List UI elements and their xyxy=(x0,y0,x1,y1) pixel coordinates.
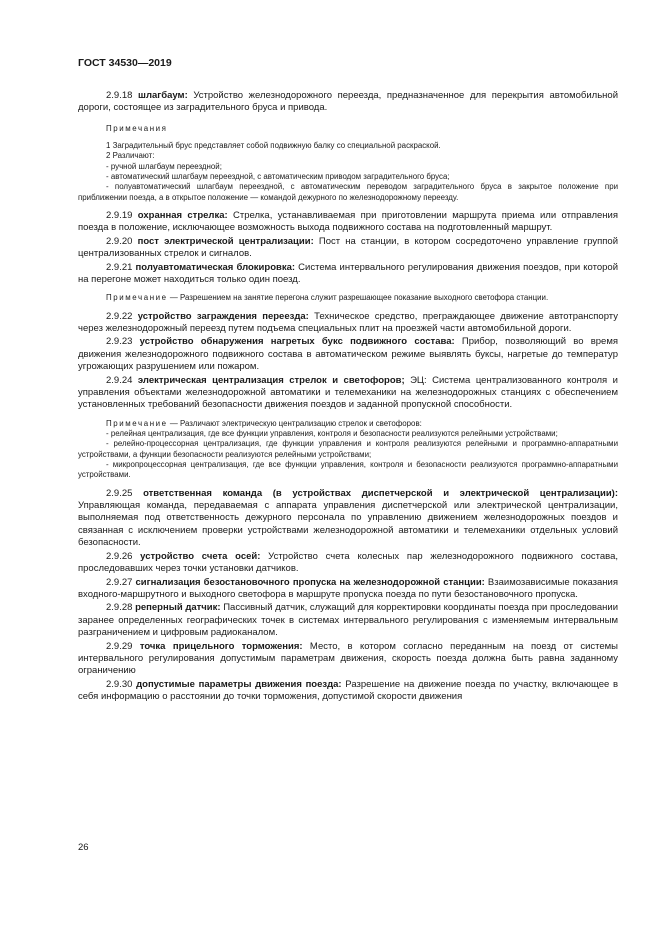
clause-term: устройство обнаружения нагретых букс подвижного состава: xyxy=(139,336,455,348)
note-list-item: - полуавтоматический шлагбаум переездной, с автоматическим переводом заградительного бруса в закрытое положение при приближении поезда, а в открытое положение — командой дежурного по железнодорожному переезду. xyxy=(78,182,618,202)
note-label: Примечание xyxy=(106,293,168,303)
note-item: 2 Различают: xyxy=(106,151,155,161)
clause-term: реперный датчик: xyxy=(135,602,221,614)
clause-term: пост электрической централизации: xyxy=(137,235,314,247)
clause-text: Управляющая команда, передаваемая с аппарата управления диспетчерской или электрической централизации, выполняемая под ответственность дежурного персонала по управлению движением железнодорожных поездов и связанная с исключением проверки устройствами железнодорожной автоматики и телемеханики отдельных условий безопасности. xyxy=(78,500,618,549)
clause-term: шлагбаум: xyxy=(138,90,188,101)
standard-header: ГОСТ 34530—2019 xyxy=(78,57,172,69)
notes-title: Примечания xyxy=(106,123,168,133)
clause-term: ответственная команда (в устройствах диспетчерской и электрической централизации): xyxy=(143,487,619,499)
clause-2-9-22 xyxy=(78,311,618,336)
clause-text: Место, в котором согласно переданным на поезд от системы интервального регулирования допустимым параметрам движения, скорость поезда должна быть равна заданному ограничению xyxy=(78,640,619,677)
clause-2-9-18 xyxy=(78,90,618,115)
document-page xyxy=(78,57,618,705)
note-item: 1 Заградительный брус представляет собой подвижную балку со специальной раскраской. xyxy=(106,141,441,151)
clause-text: Стрелка, устанавливаемая при приготовлении маршрута приема или отправления поезда в положение, исключающее возможность выхода подвижного состава на подготовленный маршрут. xyxy=(78,209,618,234)
clause-number: 2.9.20 xyxy=(106,235,133,247)
clause-number: 2.9.24 xyxy=(106,374,133,386)
clause-text: Система интервального регулирования движения поездов, при которой на перегоне может находиться только один поезд. xyxy=(78,261,619,285)
clause-number: 2.9.29 xyxy=(106,640,133,652)
clause-2-9-19 xyxy=(78,210,618,235)
note-list-item: - релейная централизация, где все функции управления, контроля и безопасности реализуются релейными устройствами; xyxy=(106,429,558,439)
clause-term: допустимые параметры движения поезда: xyxy=(136,678,342,690)
clause-number: 2.9.21 xyxy=(106,261,133,273)
clause-number: 2.9.26 xyxy=(106,550,133,562)
note-2-9-21 xyxy=(78,293,618,303)
clause-number: 2.9.27 xyxy=(106,576,133,588)
clause-text: Прибор, позволяющий во время движения железнодорожного подвижного состава в автоматическом режиме выявлять буксы, нагретые до температур угрожающих разрушением или пожаром. xyxy=(78,336,619,373)
clause-2-9-30 xyxy=(78,679,618,704)
clause-term: устройство заграждения переезда: xyxy=(137,310,309,322)
clause-number: 2.9.22 xyxy=(106,310,133,322)
note-2-9-24 xyxy=(78,419,618,429)
clause-2-9-20 xyxy=(78,236,618,261)
note-list-item: - микропроцессорная централизация, где все функции управления, контроля и безопасности реализуются программно-аппаратными устройствами. xyxy=(78,460,618,480)
clause-number: 2.9.19 xyxy=(106,209,133,221)
note-list-item: - автоматический шлагбаум переездной, с автоматическим приводом заградительного бруса; xyxy=(106,172,450,181)
clause-term: устройство счета осей: xyxy=(140,550,261,562)
clause-2-9-26 xyxy=(78,551,618,576)
clause-2-9-28 xyxy=(78,602,618,639)
note-list-item: - релейно-процессорная централизация, где функции управления и контроля реализуются релейными и программно-аппаратными устройствами, а функции безопасности реализуются релейными устройствами; xyxy=(78,439,618,459)
clause-term: охранная стрелка: xyxy=(137,209,228,221)
page-number: 26 xyxy=(78,842,89,853)
clause-2-9-29 xyxy=(78,641,618,678)
clause-number: 2.9.28 xyxy=(106,602,133,614)
note-label: Примечание xyxy=(106,418,168,428)
clause-text: Взаимозависимые показания входного-маршрутного и выходного светофора в маршруте пропуска поезда по пути безостановочного пропуска. xyxy=(78,576,619,600)
clause-number: 2.9.30 xyxy=(106,678,133,690)
clause-text: Пассивный датчик, служащий для корректировки координаты поезда при проследовании заранее определенных географических точек в системах интервального регулирования с изменяемым интервальным разграничением и цифровым радиоканалом. xyxy=(78,602,618,639)
clause-text: Устройство счета колесных пар железнодорожного подвижного состава, проследовавших через точки установки датчиков. xyxy=(78,550,619,575)
clause-text: ЭЦ: Система централизованного контроля и управления объектами железнодорожной автоматики и телемеханики на железнодорожных станциях с обеспечением установленных требований безопасности движения поездов и заданной пропускной способности. xyxy=(78,374,618,411)
clause-text: Пост на станции, в котором сосредоточено управление группой централизованных стрелок и сигналов. xyxy=(78,235,619,260)
clause-text: Техническое средство, преграждающее движение автотранспорту через железнодорожный переезд путем подъема специальных плит на проезжей части автомобильной дороги. xyxy=(78,310,618,335)
clause-text: Устройство железнодорожного переезда, предназначенное для перекрытия автомобильной дороги, состоящее из заградительного бруса и привода. xyxy=(78,90,619,114)
clause-2-9-27 xyxy=(78,577,618,602)
clause-2-9-25 xyxy=(78,488,618,550)
clause-number: 2.9.25 xyxy=(106,487,133,499)
clause-2-9-24 xyxy=(78,375,618,412)
clause-term: электрическая централизация стрелок и светофоров; xyxy=(137,374,405,386)
clause-2-9-23 xyxy=(78,336,618,373)
note-list-item: - ручной шлагбаум переездной; xyxy=(106,161,222,171)
clause-term: сигнализация безостановочного пропуска на железнодорожной станции: xyxy=(135,576,485,588)
clause-2-9-21 xyxy=(78,262,618,287)
clause-number: 2.9.18 xyxy=(106,90,133,101)
clause-text: Разрешение на движение поезда по участку, включающее в себя информацию о расстоянии до точки торможения, допустимой скорости движения xyxy=(78,678,618,703)
note-text: — Различают электрическую централизацию стрелок и светофоров: xyxy=(167,418,422,428)
clause-number: 2.9.23 xyxy=(106,336,133,348)
note-text: — Разрешением на занятие перегона служит разрешающее показание выходного светофора станции. xyxy=(167,293,549,303)
clause-term: точка прицельного торможения: xyxy=(139,640,303,652)
clause-term: полуавтоматическая блокировка: xyxy=(135,261,296,273)
